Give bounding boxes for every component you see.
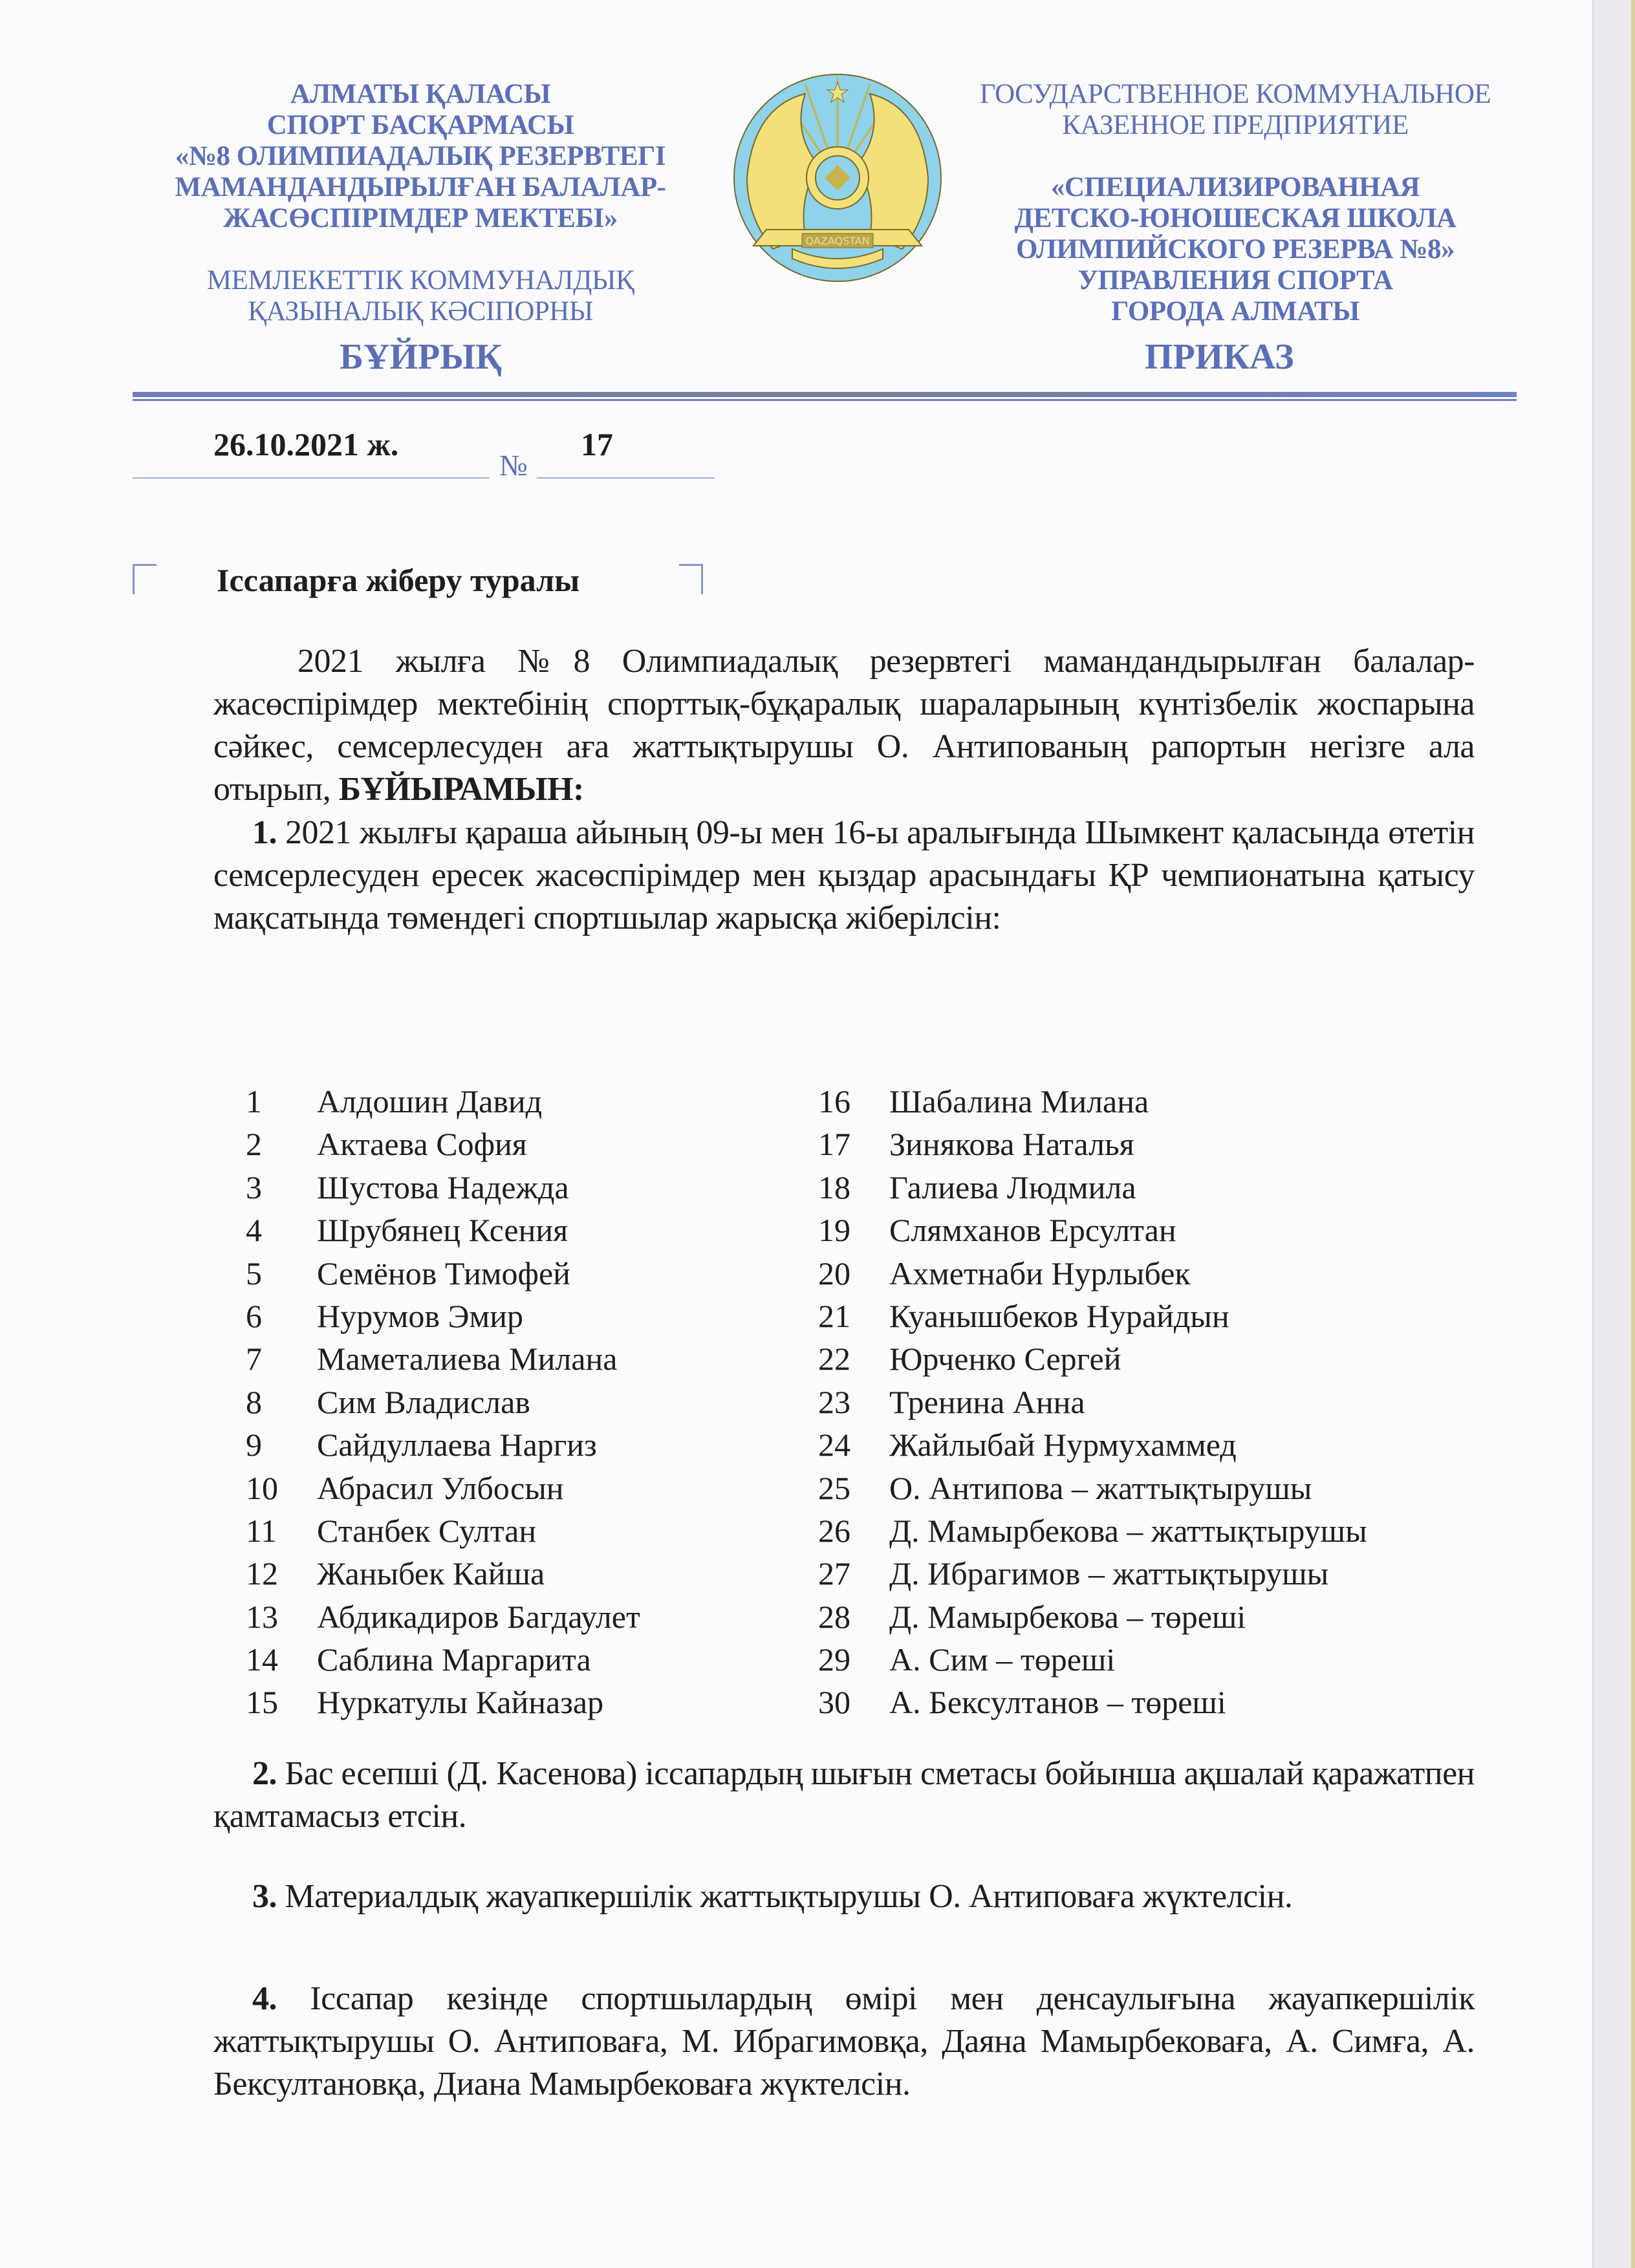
order-subject: Іссапарға жіберу туралы — [217, 562, 580, 598]
header-kz-line: «№8 ОЛИМПИАДАЛЫҚ РЕЗЕРВТЕГІ — [175, 141, 666, 171]
header-kz-line: МАМАНДАНДЫРЫЛҒАН БАЛАЛАР- — [175, 172, 666, 202]
list-item: 8 Сим Владислав — [246, 1383, 530, 1420]
order-title-kz: БҰЙРЫҚ — [340, 337, 502, 377]
header-kz-line: АЛМАТЫ ҚАЛАСЫ — [290, 79, 551, 109]
header-ru-line: ГОРОДА АЛМАТЫ — [1111, 296, 1359, 327]
header-ru-line: УПРАВЛЕНИЯ СПОРТА — [1077, 265, 1393, 296]
item-4 — [213, 1978, 1475, 2106]
header-ru-line: КАЗЕННОЕ ПРЕДПРИЯТИЕ — [1062, 110, 1409, 140]
order-number: 17 — [581, 426, 613, 462]
intro-text: 2021 жылға №8 Олимпиадалық резервтегі мамандандырылған балалар-жасөспірімдер мектебінің спорттық-бұқаралық шараларының күнтізбелік жоспарына сәйкес, семсерлесуден аға жаттықтырушы О. Антипованың рапортын негізге ала отырып, — [213, 643, 1475, 808]
participants-list-left — [246, 1080, 640, 1724]
participants-list-right — [818, 1080, 1367, 1724]
list-item: 30 А. Бексултанов – төреші — [818, 1684, 1226, 1721]
order-date: 26.10.2021 ж. — [213, 426, 399, 462]
order-title-ru: ПРИКАЗ — [1145, 337, 1294, 377]
list-item: 16 Шабалина Милана — [818, 1083, 1149, 1119]
list-item: 10 Абрасил Улбосын — [246, 1469, 564, 1506]
item-text: Материалдық жауапкершілік жаттықтырушы О. Антиповаға жүктелсін. — [285, 1878, 1293, 1915]
list-item: 9 Сайдуллаева Наргиз — [246, 1427, 597, 1463]
number-underline — [537, 477, 715, 479]
list-item: 2 Актаева София — [246, 1126, 527, 1163]
header-divider-thin — [133, 399, 1517, 401]
list-item: 19 Слямханов Ерсултан — [818, 1212, 1176, 1249]
list-item: 5 Семёнов Тимофей — [246, 1255, 570, 1291]
list-item: 24 Жайлыбай Нурмухаммед — [818, 1427, 1237, 1463]
list-item: 15 Нуркатулы Кайназар — [246, 1684, 604, 1721]
list-item: 28 Д. Мамырбекова – төреші — [818, 1598, 1246, 1635]
item-1 — [213, 812, 1475, 940]
item-text: 2021 жылғы қараша айының 09-ы мен 16-ы аралығында Шымкент қаласында өтетін семсерлесуден ересек жасөспірімдер мен қыздар арасындағы ҚР чемпионатына қатысу мақсатында төмендегі спортшылар жарысқа жіберілсін: — [213, 814, 1475, 936]
item-number: 2. — [252, 1755, 277, 1792]
list-item: 23 Тренина Анна — [818, 1383, 1085, 1420]
date-underline — [133, 477, 490, 479]
subject-bracket-left — [133, 564, 157, 594]
list-item: 12 Жаныбек Кайша — [246, 1555, 545, 1592]
item-number: 1. — [252, 814, 277, 851]
header-kz-line: СПОРТ БАСҚАРМАСЫ — [266, 110, 574, 140]
state-emblem-icon — [728, 68, 947, 288]
intro-order-word: БҰЙЫРАМЫН: — [338, 771, 584, 808]
scan-edge-strip — [1592, 0, 1635, 2268]
list-item: 17 Зинякова Наталья — [818, 1126, 1134, 1163]
subject-bracket-right — [679, 564, 703, 594]
item-number: 4. — [252, 1980, 277, 2017]
list-item: 7 Маметалиева Милана — [246, 1341, 618, 1377]
item-text: Бас есепші (Д. Касенова) іссапардың шығын сметасы бойынша ақшалай қаражатпен қамтамасыз етсін. — [213, 1755, 1475, 1835]
list-item: 11 Станбек Султан — [246, 1512, 537, 1549]
header-ru-line: «СПЕЦИАЛИЗИРОВАННАЯ — [1050, 172, 1420, 202]
list-item: 18 Галиева Людмила — [818, 1169, 1136, 1205]
list-item: 1 Алдошин Давид — [246, 1083, 543, 1119]
list-item: 25 О. Антипова – жаттықтырушы — [818, 1469, 1312, 1506]
list-item: 6 Нурумов Эмир — [246, 1297, 523, 1334]
header-ru-line: ДЕТСКО-ЮНОШЕСКАЯ ШКОЛА — [1014, 203, 1456, 233]
list-item: 4 Шрубянец Ксения — [246, 1212, 568, 1249]
item-2 — [213, 1753, 1475, 1838]
header-kz-line: ҚАЗЫНАЛЫҚ КӘСІПОРНЫ — [248, 296, 593, 327]
list-item: 14 Саблина Маргарита — [246, 1641, 591, 1678]
header-kz-line: МЕМЛЕКЕТТІК КОММУНАЛДЫҚ — [206, 265, 634, 296]
header-ru-line: ГОСУДАРСТВЕННОЕ КОММУНАЛЬНОЕ — [979, 79, 1491, 109]
list-item: 26 Д. Мамырбекова – жаттықтырушы — [818, 1512, 1367, 1549]
list-item: 3 Шустова Надежда — [246, 1169, 569, 1205]
header-kz — [136, 79, 705, 327]
number-sign: № — [499, 449, 528, 482]
list-item: 21 Куанышбеков Нурайдын — [818, 1297, 1229, 1334]
header-ru — [938, 79, 1533, 327]
item-3 — [213, 1875, 1475, 1918]
list-item: 13 Абдикадиров Багдаулет — [246, 1598, 640, 1635]
header-ru-line: ОЛИМПИЙСКОГО РЕЗЕРВА №8» — [1016, 234, 1455, 265]
header-divider — [133, 392, 1517, 397]
list-item: 27 Д. Ибрагимов – жаттықтырушы — [818, 1555, 1329, 1592]
list-item: 20 Ахметнаби Нурлыбек — [818, 1255, 1191, 1291]
list-item: 22 Юрченко Сергей — [818, 1341, 1121, 1377]
svg-text:QAZAQSTAN: QAZAQSTAN — [805, 235, 870, 247]
header-kz-line: ЖАСӨСПІРІМДЕР МЕКТЕБІ» — [223, 203, 618, 233]
intro-paragraph — [213, 640, 1475, 811]
list-item: 29 А. Сим – төреші — [818, 1641, 1116, 1678]
item-number: 3. — [252, 1878, 277, 1915]
item-text: Іссапар кезінде спортшылардың өмірі мен денсаулығына жауапкершілік жаттықтырушы О. Антиповаға, М. Ибрагимовқа, Даяна Мамырбековаға, А. Симға, А. Бексултановқа, Диана Мамырбековаға жүктелсін. — [213, 1980, 1475, 2102]
